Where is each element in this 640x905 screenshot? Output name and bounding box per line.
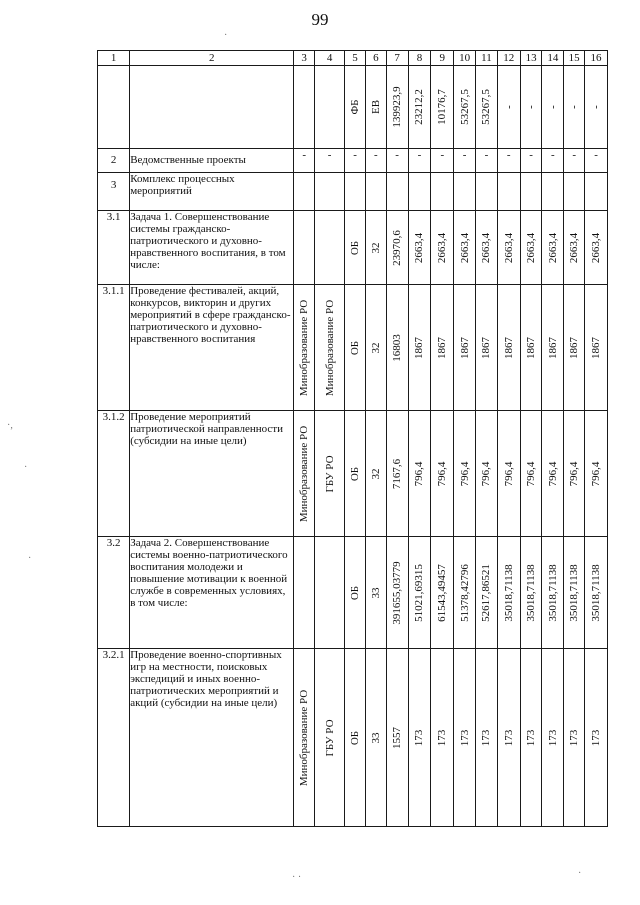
row-name: Задача 1. Совершенствование системы гражданско-патриотического и духовно-нравственного воспитания, в том числе:	[130, 211, 294, 285]
scan-mark: ·	[24, 462, 28, 473]
value-cell: 139923,9	[386, 66, 408, 149]
value-cell: 35018,71138	[542, 537, 564, 649]
row-code: ЕВ	[365, 66, 386, 149]
header-cell: 12	[497, 51, 520, 66]
value-cell: 53267,5	[454, 66, 476, 149]
value-cell: 796,4	[497, 411, 520, 537]
table-row	[98, 411, 608, 537]
header-cell: 9	[431, 51, 454, 66]
value-cell: -	[476, 149, 498, 173]
value-cell: -	[564, 149, 585, 173]
value-cell: 2663,4	[454, 211, 476, 285]
page-number: 99	[311, 10, 329, 29]
empty-cell	[315, 173, 345, 211]
row-code: 32	[365, 285, 386, 411]
row-name: Задача 2. Совершенствование системы военно-патриотического воспитания молодежи и повышение мотивации к военной службе в современных условиях, в том числе:	[130, 537, 294, 649]
row-name: Комплекс процессных мероприятий	[130, 173, 294, 211]
header-cell: 11	[476, 51, 498, 66]
row-number: 3.1.1	[98, 285, 130, 411]
row-number: 3.1	[98, 211, 130, 285]
value-cell: -	[520, 149, 542, 173]
value-cell: 1867	[585, 285, 608, 411]
value-cell: 173	[520, 649, 542, 827]
header-cell: 15	[564, 51, 585, 66]
header-cell: 10	[454, 51, 476, 66]
row-executor	[294, 66, 315, 149]
empty-cell	[585, 173, 608, 211]
value-cell: 796,4	[520, 411, 542, 537]
value-cell: 1867	[454, 285, 476, 411]
header-cell: 5	[345, 51, 366, 66]
header-cell: 16	[585, 51, 608, 66]
header-cell: 3	[294, 51, 315, 66]
value-cell: 173	[497, 649, 520, 827]
row-participant: -	[315, 149, 345, 173]
value-cell: -	[386, 149, 408, 173]
row-code: 33	[365, 537, 386, 649]
row-participant: ГБУ РО	[315, 411, 345, 537]
row-number: 3.2.1	[98, 649, 130, 827]
row-participant: Минобразование РО	[315, 285, 345, 411]
empty-cell	[431, 173, 454, 211]
value-cell: 2663,4	[520, 211, 542, 285]
value-cell: -	[564, 66, 585, 149]
value-cell: 35018,71138	[564, 537, 585, 649]
row-source: ОБ	[345, 211, 366, 285]
row-source: ОБ	[345, 285, 366, 411]
value-cell: 796,4	[454, 411, 476, 537]
row-number	[98, 66, 130, 149]
empty-cell	[542, 173, 564, 211]
value-cell: -	[497, 149, 520, 173]
empty-cell	[408, 173, 431, 211]
empty-cell	[476, 173, 498, 211]
row-participant	[315, 537, 345, 649]
value-cell: 391655,03779	[386, 537, 408, 649]
row-name	[130, 66, 294, 149]
value-cell: -	[408, 149, 431, 173]
value-cell: 2663,4	[431, 211, 454, 285]
empty-cell	[386, 173, 408, 211]
row-code: 32	[365, 411, 386, 537]
row-executor: Минобразование РО	[294, 285, 315, 411]
value-cell: 173	[542, 649, 564, 827]
value-cell: -	[542, 66, 564, 149]
empty-cell	[345, 173, 366, 211]
row-name: Ведомственные проекты	[130, 149, 294, 173]
header-cell: 14	[542, 51, 564, 66]
table-row	[98, 649, 608, 827]
value-cell: 1867	[431, 285, 454, 411]
row-source: ОБ	[345, 649, 366, 827]
scan-mark: ·	[28, 553, 32, 564]
value-cell: 53267,5	[476, 66, 498, 149]
value-cell: 796,4	[564, 411, 585, 537]
table-row	[98, 66, 608, 149]
value-cell: 2663,4	[585, 211, 608, 285]
table-row	[98, 537, 608, 649]
scan-mark: ·,	[7, 420, 13, 431]
value-cell: 16803	[386, 285, 408, 411]
value-cell: 796,4	[476, 411, 498, 537]
value-cell: 52617,86521	[476, 537, 498, 649]
header-cell: 6	[365, 51, 386, 66]
value-cell: 796,4	[542, 411, 564, 537]
scan-mark: ·	[578, 868, 582, 879]
value-cell: 173	[564, 649, 585, 827]
value-cell: 7167,6	[386, 411, 408, 537]
value-cell: 1867	[497, 285, 520, 411]
row-name: Проведение военно-спортивных игр на местности, поисковых экспедиций и иных военно-патриотических мероприятий и акций (субсидии на иные цели)	[130, 649, 294, 827]
value-cell: 10176,7	[431, 66, 454, 149]
row-name: Проведение мероприятий патриотической направленности (субсидии на иные цели)	[130, 411, 294, 537]
value-cell: 1867	[520, 285, 542, 411]
value-cell: 1867	[408, 285, 431, 411]
value-cell: 173	[408, 649, 431, 827]
value-cell: 1867	[564, 285, 585, 411]
budget-table	[97, 50, 608, 827]
value-cell: 51378,42796	[454, 537, 476, 649]
table-row	[98, 173, 608, 211]
table-row	[98, 149, 608, 173]
header-cell: 7	[386, 51, 408, 66]
value-cell: 173	[431, 649, 454, 827]
value-cell: 173	[454, 649, 476, 827]
row-participant	[315, 66, 345, 149]
header-row	[98, 51, 608, 66]
value-cell: -	[497, 66, 520, 149]
value-cell: -	[585, 66, 608, 149]
value-cell: -	[454, 149, 476, 173]
header-cell: 13	[520, 51, 542, 66]
value-cell: 35018,71138	[585, 537, 608, 649]
row-participant: ГБУ РО	[315, 649, 345, 827]
row-number: 3	[98, 173, 130, 211]
header-cell: 2	[130, 51, 294, 66]
value-cell: 796,4	[408, 411, 431, 537]
value-cell: 1867	[476, 285, 498, 411]
header-cell: 1	[98, 51, 130, 66]
value-cell: 35018,71138	[497, 537, 520, 649]
row-number: 3.1.2	[98, 411, 130, 537]
value-cell: 1867	[542, 285, 564, 411]
row-source: -	[345, 149, 366, 173]
row-participant	[315, 211, 345, 285]
value-cell: 2663,4	[564, 211, 585, 285]
scan-mark: ·	[224, 30, 228, 41]
value-cell: 2663,4	[476, 211, 498, 285]
empty-cell	[294, 173, 315, 211]
value-cell: 61543,49457	[431, 537, 454, 649]
value-cell: 796,4	[585, 411, 608, 537]
value-cell: -	[542, 149, 564, 173]
table-row	[98, 285, 608, 411]
value-cell: -	[520, 66, 542, 149]
row-code: 32	[365, 211, 386, 285]
table-row	[98, 211, 608, 285]
value-cell: -	[431, 149, 454, 173]
row-name: Проведение фестивалей, акций, конкурсов, викторин и других мероприятий в сфере гражданско-патриотического и духовно-нравственного воспитания	[130, 285, 294, 411]
scan-mark: · ·	[292, 872, 302, 883]
value-cell: 51021,69315	[408, 537, 431, 649]
empty-cell	[564, 173, 585, 211]
value-cell: -	[585, 149, 608, 173]
row-source: ФБ	[345, 66, 366, 149]
value-cell: 173	[585, 649, 608, 827]
row-code: 33	[365, 649, 386, 827]
row-executor: Минобразование РО	[294, 411, 315, 537]
value-cell: 173	[476, 649, 498, 827]
row-executor	[294, 537, 315, 649]
value-cell: 23970,6	[386, 211, 408, 285]
row-executor: Минобразование РО	[294, 649, 315, 827]
empty-cell	[520, 173, 542, 211]
row-source: ОБ	[345, 411, 366, 537]
header-cell: 4	[315, 51, 345, 66]
value-cell: 1557	[386, 649, 408, 827]
row-source: ОБ	[345, 537, 366, 649]
row-number: 3.2	[98, 537, 130, 649]
empty-cell	[497, 173, 520, 211]
empty-cell	[365, 173, 386, 211]
row-executor: -	[294, 149, 315, 173]
value-cell: 2663,4	[408, 211, 431, 285]
value-cell: 2663,4	[497, 211, 520, 285]
value-cell: 23212,2	[408, 66, 431, 149]
value-cell: 35018,71138	[520, 537, 542, 649]
empty-cell	[454, 173, 476, 211]
value-cell: 2663,4	[542, 211, 564, 285]
row-number: 2	[98, 149, 130, 173]
header-cell: 8	[408, 51, 431, 66]
value-cell: 796,4	[431, 411, 454, 537]
row-code: -	[365, 149, 386, 173]
row-executor	[294, 211, 315, 285]
